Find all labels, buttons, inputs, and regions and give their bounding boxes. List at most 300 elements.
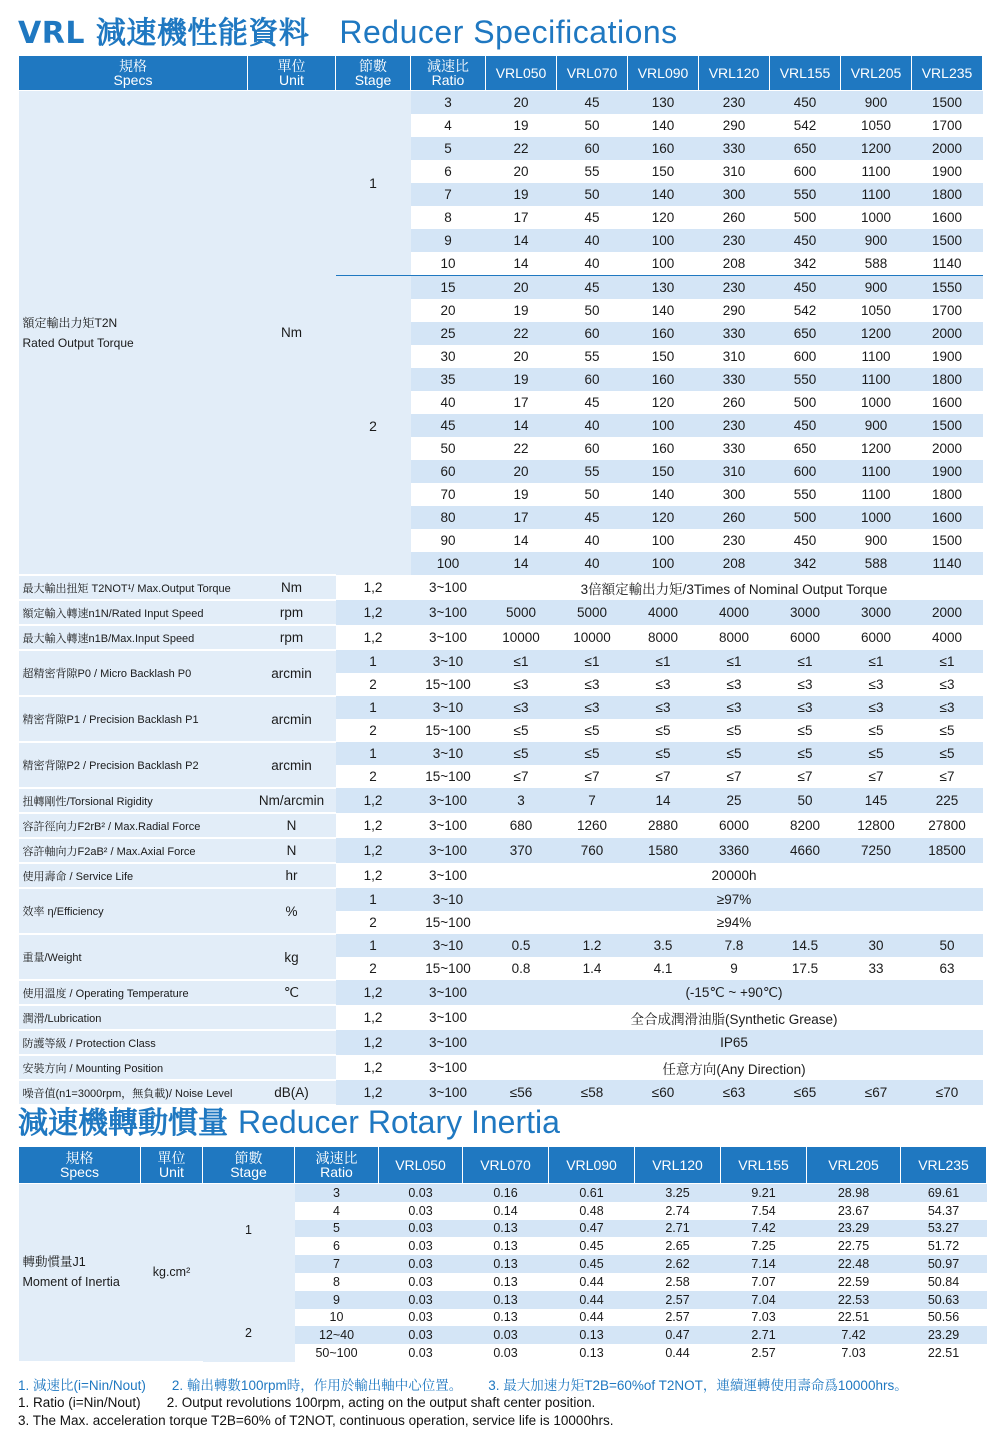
spec-unit: arcmin: [248, 742, 336, 788]
inertia-title: [18, 1098, 560, 1142]
value-cell: ≤1: [486, 650, 557, 673]
ratio-cell: 6: [295, 1237, 379, 1255]
stage-cell: 2: [336, 765, 411, 788]
table-row: [19, 838, 983, 863]
value-cell: 1050: [841, 114, 912, 137]
header-stage: 節數 Stage: [336, 56, 411, 91]
value-cell: 2.57: [721, 1344, 807, 1362]
ratio-cell: 3~100: [411, 813, 486, 838]
value-cell: 1800: [912, 183, 983, 206]
ratio-cell: 100: [411, 552, 486, 575]
spec-unit: %: [248, 888, 336, 934]
ratio-cell: 9: [295, 1291, 379, 1309]
stage-cell: 1,2: [336, 1080, 411, 1105]
value-cell: 60: [557, 137, 628, 160]
stage-cell: 1: [336, 742, 411, 765]
ratio-cell: 3~10: [411, 696, 486, 719]
spec-unit: arcmin: [248, 696, 336, 742]
value-cell: 0.03: [463, 1344, 549, 1362]
value-cell: 50: [770, 788, 841, 813]
value-cell: 300: [699, 483, 770, 506]
table-row: [19, 650, 983, 673]
value-cell: 6000: [841, 625, 912, 650]
value-cell: 2.57: [635, 1309, 721, 1327]
value-cell: 225: [912, 788, 983, 813]
value-cell: 0.13: [463, 1220, 549, 1238]
value-cell: 140: [628, 299, 699, 322]
value-cell: 550: [770, 368, 841, 391]
notes-en-2: [18, 1413, 613, 1428]
value-cell: 69.61: [901, 1184, 987, 1202]
value-cell: 0.03: [379, 1220, 463, 1238]
value-cell: 1900: [912, 345, 983, 368]
ratio-cell: 3~100: [411, 600, 486, 625]
value-cell: 22: [486, 322, 557, 345]
value-cell: 50.84: [901, 1273, 987, 1291]
span-value: IP65: [486, 1030, 983, 1055]
value-cell: 0.48: [549, 1202, 635, 1220]
value-cell: 650: [770, 137, 841, 160]
header-model: VRL120: [699, 56, 770, 91]
value-cell: 2.62: [635, 1255, 721, 1273]
notes-en-1: [18, 1395, 621, 1410]
value-cell: 4000: [912, 625, 983, 650]
value-cell: 1.2: [557, 934, 628, 957]
ratio-cell: 8: [411, 206, 486, 229]
title-zh: VRL 減速機性能資料: [18, 16, 310, 51]
value-cell: 20: [486, 345, 557, 368]
value-cell: 1000: [841, 391, 912, 414]
value-cell: 7.25: [721, 1237, 807, 1255]
value-cell: 120: [628, 391, 699, 414]
value-cell: ≤67: [841, 1080, 912, 1105]
value-cell: 330: [699, 137, 770, 160]
ratio-cell: 5: [411, 137, 486, 160]
value-cell: 19: [486, 483, 557, 506]
value-cell: ≤1: [557, 650, 628, 673]
value-cell: ≤1: [770, 650, 841, 673]
header-model: VRL155: [721, 1147, 807, 1184]
value-cell: 10000: [557, 625, 628, 650]
stage-cell: 1,2: [336, 980, 411, 1005]
spec-unit: [248, 1055, 336, 1080]
table-row: [19, 888, 983, 911]
value-cell: 760: [557, 838, 628, 863]
value-cell: 140: [628, 183, 699, 206]
ratio-cell: 50~100: [295, 1344, 379, 1362]
value-cell: 23.29: [807, 1220, 901, 1238]
value-cell: ≤3: [912, 696, 983, 719]
value-cell: 6000: [770, 625, 841, 650]
value-cell: 1140: [912, 252, 983, 276]
value-cell: 500: [770, 391, 841, 414]
value-cell: 100: [628, 552, 699, 575]
spec-label: 超精密背隙P0 / Micro Backlash P0: [19, 650, 248, 696]
value-cell: 310: [699, 160, 770, 183]
value-cell: 50.56: [901, 1309, 987, 1327]
value-cell: 260: [699, 206, 770, 229]
value-cell: 208: [699, 552, 770, 575]
value-cell: 450: [770, 276, 841, 300]
value-cell: 2000: [912, 137, 983, 160]
ratio-cell: 15~100: [411, 719, 486, 742]
value-cell: 0.44: [549, 1291, 635, 1309]
value-cell: 1100: [841, 483, 912, 506]
note-en-3: 3. The Max. acceleration torque T2B=60% of T2NOT, continuous operation, service life is 10000hrs.: [18, 1413, 614, 1428]
value-cell: ≤1: [699, 650, 770, 673]
value-cell: ≤3: [486, 673, 557, 696]
ratio-cell: 4: [411, 114, 486, 137]
value-cell: 2.57: [635, 1291, 721, 1309]
value-cell: 1700: [912, 299, 983, 322]
value-cell: 28.98: [807, 1184, 901, 1202]
spec-unit: [248, 1005, 336, 1030]
value-cell: ≤7: [486, 765, 557, 788]
value-cell: 50: [557, 299, 628, 322]
value-cell: 600: [770, 160, 841, 183]
title-en: Reducer Specifications: [339, 14, 678, 50]
value-cell: 0.44: [549, 1273, 635, 1291]
value-cell: ≤65: [770, 1080, 841, 1105]
ratio-cell: 15~100: [411, 957, 486, 980]
value-cell: 2.65: [635, 1237, 721, 1255]
value-cell: 23.67: [807, 1202, 901, 1220]
value-cell: 50: [557, 183, 628, 206]
value-cell: 8000: [628, 625, 699, 650]
value-cell: 650: [770, 437, 841, 460]
value-cell: 14: [486, 552, 557, 575]
value-cell: 27800: [912, 813, 983, 838]
ratio-cell: 30: [411, 345, 486, 368]
stage-cell: 1,2: [336, 575, 411, 600]
spec-label: 防護等級 / Protection Class: [19, 1030, 248, 1055]
value-cell: 1600: [912, 206, 983, 229]
value-cell: 0.5: [486, 934, 557, 957]
header-model: VRL205: [841, 56, 912, 91]
value-cell: 2.74: [635, 1202, 721, 1220]
value-cell: 23.29: [901, 1326, 987, 1344]
value-cell: 17: [486, 391, 557, 414]
value-cell: 650: [770, 322, 841, 345]
value-cell: 33: [841, 957, 912, 980]
value-cell: 22: [486, 137, 557, 160]
value-cell: 54.37: [901, 1202, 987, 1220]
value-cell: 1100: [841, 460, 912, 483]
table-row: [19, 1030, 983, 1055]
ratio-cell: 3~100: [411, 625, 486, 650]
ratio-cell: 3~100: [411, 1005, 486, 1030]
value-cell: 550: [770, 483, 841, 506]
value-cell: 0.03: [463, 1326, 549, 1344]
value-cell: ≤5: [557, 742, 628, 765]
value-cell: ≤63: [699, 1080, 770, 1105]
value-cell: 330: [699, 322, 770, 345]
spec-unit: N: [248, 838, 336, 863]
value-cell: ≤60: [628, 1080, 699, 1105]
value-cell: 1050: [841, 299, 912, 322]
value-cell: 17: [486, 206, 557, 229]
header-model: VRL050: [379, 1147, 463, 1184]
value-cell: ≤7: [628, 765, 699, 788]
value-cell: 14: [486, 252, 557, 276]
ratio-cell: 8: [295, 1273, 379, 1291]
table-row: [19, 980, 983, 1005]
value-cell: 50.97: [901, 1255, 987, 1273]
value-cell: 2880: [628, 813, 699, 838]
value-cell: ≤70: [912, 1080, 983, 1105]
value-cell: 14.5: [770, 934, 841, 957]
spec-label: 噪音值(n1=3000rpm，無負載)/ Noise Level: [19, 1080, 248, 1105]
spec-label: 潤滑/Lubrication: [19, 1005, 248, 1030]
value-cell: 7.03: [721, 1309, 807, 1327]
value-cell: ≤7: [557, 765, 628, 788]
inertia-unit: kg.cm²: [141, 1184, 203, 1362]
value-cell: 1500: [912, 529, 983, 552]
value-cell: 4000: [628, 600, 699, 625]
value-cell: 19: [486, 183, 557, 206]
value-cell: 1600: [912, 506, 983, 529]
value-cell: ≤7: [770, 765, 841, 788]
value-cell: 7.42: [721, 1220, 807, 1238]
value-cell: 160: [628, 137, 699, 160]
value-cell: 1100: [841, 160, 912, 183]
value-cell: ≤3: [699, 696, 770, 719]
table-row: [19, 934, 983, 957]
value-cell: 1800: [912, 483, 983, 506]
stage-cell: 2: [336, 719, 411, 742]
ratio-cell: 3~100: [411, 575, 486, 600]
stage-cell: 2: [336, 276, 411, 576]
ratio-cell: 15~100: [411, 673, 486, 696]
value-cell: 5000: [486, 600, 557, 625]
value-cell: 60: [557, 322, 628, 345]
value-cell: 25: [699, 788, 770, 813]
value-cell: 160: [628, 322, 699, 345]
stage-cell: 2: [336, 957, 411, 980]
value-cell: ≤3: [557, 673, 628, 696]
stage-cell: 1,2: [336, 788, 411, 813]
stage-cell: 2: [336, 911, 411, 934]
ratio-cell: 4: [295, 1202, 379, 1220]
value-cell: ≤5: [486, 719, 557, 742]
value-cell: ≤5: [770, 719, 841, 742]
ratio-cell: 3~10: [411, 934, 486, 957]
value-cell: 1200: [841, 322, 912, 345]
inertia-title-zh: 減速機轉動慣量: [18, 1106, 228, 1141]
value-cell: 100: [628, 229, 699, 252]
ratio-cell: 40: [411, 391, 486, 414]
value-cell: 310: [699, 345, 770, 368]
stage-cell: 2: [336, 673, 411, 696]
value-cell: 8200: [770, 813, 841, 838]
ratio-cell: 5: [295, 1220, 379, 1238]
value-cell: 600: [770, 460, 841, 483]
ratio-cell: 12~40: [295, 1326, 379, 1344]
value-cell: ≤1: [912, 650, 983, 673]
value-cell: 14: [628, 788, 699, 813]
value-cell: 1100: [841, 368, 912, 391]
value-cell: 0.16: [463, 1184, 549, 1202]
spec-label: 安裝方向 / Mounting Position: [19, 1055, 248, 1080]
value-cell: 3000: [770, 600, 841, 625]
value-cell: 208: [699, 252, 770, 276]
value-cell: 17: [486, 506, 557, 529]
stage-cell: 1,2: [336, 600, 411, 625]
value-cell: 1800: [912, 368, 983, 391]
table-row: [19, 742, 983, 765]
value-cell: 5000: [557, 600, 628, 625]
ratio-cell: 10: [295, 1309, 379, 1327]
stage-cell: 1: [336, 934, 411, 957]
value-cell: 14: [486, 229, 557, 252]
stage-cell: 1,2: [336, 1055, 411, 1080]
value-cell: 10000: [486, 625, 557, 650]
value-cell: 45: [557, 506, 628, 529]
value-cell: 3: [486, 788, 557, 813]
value-cell: ≤5: [912, 742, 983, 765]
value-cell: ≤3: [486, 696, 557, 719]
ratio-cell: 3~100: [411, 1055, 486, 1080]
value-cell: 60: [557, 368, 628, 391]
stage-cell: 1,2: [336, 625, 411, 650]
stage-cell: 1: [336, 696, 411, 719]
value-cell: 55: [557, 345, 628, 368]
note-en-2: 2. Output revolutions 100rpm, acting on the output shaft center position.: [166, 1395, 596, 1410]
ratio-cell: 90: [411, 529, 486, 552]
value-cell: 0.8: [486, 957, 557, 980]
header-model: VRL205: [807, 1147, 901, 1184]
ratio-cell: 35: [411, 368, 486, 391]
torque-label-zh: 額定輸出力矩T2N: [22, 315, 118, 330]
value-cell: 20: [486, 91, 557, 115]
value-cell: 50: [557, 114, 628, 137]
spec-unit: kg: [248, 934, 336, 980]
value-cell: 2000: [912, 600, 983, 625]
ratio-cell: 10: [411, 252, 486, 276]
ratio-cell: 3~10: [411, 650, 486, 673]
value-cell: ≤3: [841, 696, 912, 719]
value-cell: 12800: [841, 813, 912, 838]
value-cell: 330: [699, 437, 770, 460]
value-cell: 14: [486, 414, 557, 437]
ratio-cell: 15: [411, 276, 486, 300]
stage-cell: 2: [203, 1326, 295, 1362]
value-cell: 1260: [557, 813, 628, 838]
note-zh-2: 2. 輸出轉數100rpm時，作用於輸出軸中心位置。: [171, 1378, 463, 1393]
value-cell: 7.42: [807, 1326, 901, 1344]
value-cell: 19: [486, 114, 557, 137]
ratio-cell: 25: [411, 322, 486, 345]
value-cell: 550: [770, 183, 841, 206]
value-cell: ≤5: [557, 719, 628, 742]
span-value: 3倍額定輸出力矩/3Times of Nominal Output Torque: [486, 575, 983, 600]
stage-cell: 1,2: [336, 813, 411, 838]
value-cell: 1600: [912, 391, 983, 414]
spec-unit: [248, 1030, 336, 1055]
value-cell: 500: [770, 506, 841, 529]
torque-unit: Nm: [248, 91, 336, 576]
value-cell: 1900: [912, 160, 983, 183]
value-cell: 450: [770, 414, 841, 437]
value-cell: ≤5: [841, 719, 912, 742]
value-cell: 40: [557, 552, 628, 575]
value-cell: ≤7: [841, 765, 912, 788]
header-unit: 單位 Unit: [141, 1147, 203, 1184]
value-cell: 900: [841, 414, 912, 437]
value-cell: 20: [486, 460, 557, 483]
ratio-cell: 3~100: [411, 1030, 486, 1055]
value-cell: 130: [628, 91, 699, 115]
value-cell: 900: [841, 276, 912, 300]
value-cell: 0.03: [379, 1184, 463, 1202]
value-cell: 500: [770, 206, 841, 229]
value-cell: 450: [770, 91, 841, 115]
value-cell: 542: [770, 114, 841, 137]
ratio-cell: 15~100: [411, 911, 486, 934]
value-cell: 22.51: [901, 1344, 987, 1362]
note-en-1: 1. Ratio (i=Nin/Nout): [18, 1395, 141, 1410]
value-cell: 290: [699, 114, 770, 137]
value-cell: 3360: [699, 838, 770, 863]
value-cell: 310: [699, 460, 770, 483]
value-cell: 7.8: [699, 934, 770, 957]
value-cell: 63: [912, 957, 983, 980]
value-cell: 160: [628, 437, 699, 460]
value-cell: ≤5: [699, 719, 770, 742]
value-cell: 40: [557, 252, 628, 276]
spec-label: 最大輸入轉速n1B/Max.Input Speed: [19, 625, 248, 650]
value-cell: 342: [770, 252, 841, 276]
value-cell: 0.03: [379, 1237, 463, 1255]
span-value: (-15℃ ~ +90℃): [486, 980, 983, 1005]
value-cell: 0.45: [549, 1255, 635, 1273]
value-cell: 0.03: [379, 1326, 463, 1344]
value-cell: 230: [699, 276, 770, 300]
value-cell: 51.72: [901, 1237, 987, 1255]
ratio-cell: 3~100: [411, 863, 486, 888]
value-cell: 1500: [912, 229, 983, 252]
spec-unit: Nm: [248, 575, 336, 600]
ratio-cell: 7: [295, 1255, 379, 1273]
value-cell: 100: [628, 252, 699, 276]
span-value: 任意方向(Any Direction): [486, 1055, 983, 1080]
value-cell: ≤1: [841, 650, 912, 673]
spec-unit: rpm: [248, 625, 336, 650]
header-stage: 節數 Stage: [203, 1147, 295, 1184]
value-cell: 160: [628, 368, 699, 391]
value-cell: ≤5: [912, 719, 983, 742]
ratio-cell: 20: [411, 299, 486, 322]
value-cell: 150: [628, 160, 699, 183]
value-cell: 1580: [628, 838, 699, 863]
ratio-cell: 6: [411, 160, 486, 183]
span-value: 20000h: [486, 863, 983, 888]
value-cell: ≤3: [699, 673, 770, 696]
spec-label: 精密背隙P1 / Precision Backlash P1: [19, 696, 248, 742]
inertia-label: [19, 1184, 141, 1362]
header-model: VRL050: [486, 56, 557, 91]
value-cell: ≤3: [841, 673, 912, 696]
value-cell: 22.53: [807, 1291, 901, 1309]
stage-cell: 1: [336, 888, 411, 911]
value-cell: 30: [841, 934, 912, 957]
value-cell: 22.75: [807, 1237, 901, 1255]
value-cell: 120: [628, 206, 699, 229]
stage-cell: 1,2: [336, 838, 411, 863]
value-cell: 22.51: [807, 1309, 901, 1327]
stage-cell: 1: [336, 91, 411, 276]
value-cell: 1500: [912, 414, 983, 437]
